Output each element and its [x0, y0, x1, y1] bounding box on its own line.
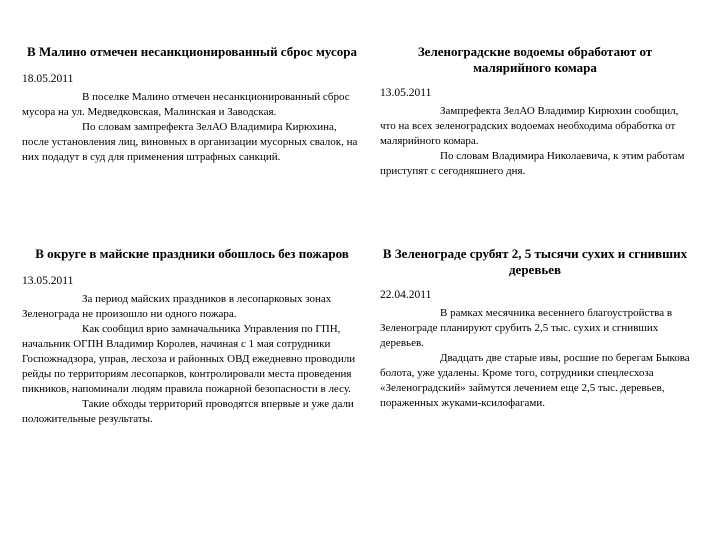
article-pozhary [22, 246, 362, 427]
article-date: 13.05.2011 [380, 87, 432, 99]
article-body [380, 104, 690, 179]
article-paragraph: В рамках месячника весеннего благоустройства в Зеленограде планируют срубить 2,5 тыс. сухих и сгнивших деревьев. [380, 307, 673, 349]
article-paragraph: За период майских праздников в лесопарковых зонах Зеленограда не произошло ни одного пожара. [22, 293, 332, 320]
article-paragraph: Зампрефекта ЗелАО Владимир Кирюхин сообщил, что на всех зеленоградских водоемах необходима обработка от малярийного комара. [380, 105, 679, 147]
article-date: 18.05.2011 [22, 73, 74, 85]
article-paragraph: В поселке Малино отмечен несанкционированный сброс мусора на ул. Медведковская, Малинская и Заводская. [22, 91, 350, 118]
article-vodoemy [380, 44, 690, 179]
article-derevya [380, 246, 690, 411]
article-paragraph: По словам зампрефекта ЗелАО Владимира Кирюхина, после установления лиц, виновных в организации мусорных свалок, на них подадут в суд для применения штрафных санкций. [22, 121, 358, 163]
article-malino [22, 44, 362, 165]
article-body [22, 90, 362, 165]
article-paragraph: Двадцать две старые ивы, росшие по берегам Быкова болота, уже удалены. Кроме того, сотрудники спецлесхоза «Зеленоградский» займутся лечением еще 2,5 тыс. деревьев, пораженных жуками-ксилофагами. [380, 352, 690, 409]
article-title: В Малино отмечен несанкционированный сброс мусора [27, 44, 357, 59]
article-title: В округе в майские праздники обошлось без пожаров [35, 246, 349, 261]
article-date: 22.04.2011 [380, 289, 432, 301]
article-paragraph: Такие обходы территорий проводятся впервые и уже дали положительные результаты. [22, 398, 354, 425]
article-title: Зеленоградские водоемы обработают от малярийного комара [417, 44, 653, 75]
article-date: 13.05.2011 [22, 275, 74, 287]
article-title: В Зеленограде срубят 2, 5 тысячи сухих и сгнивших деревьев [382, 246, 688, 277]
article-body [380, 306, 690, 411]
article-paragraph: Как сообщил врио замначальника Управления по ГПН, начальник ОГПН Владимир Королев, начиная с 1 мая сотрудники Госпожнадзора, управ, лесхоза и районных ОВД ежедневно проводили рейды по территориям лесопарков, контролировали места проведения пикников, напоминали людям правила пожарной безопасности в лесу. [22, 323, 356, 395]
article-paragraph: По словам Владимира Николаевича, к этим работам приступят с сегодняшнего дня. [380, 150, 685, 177]
article-body [22, 292, 362, 427]
